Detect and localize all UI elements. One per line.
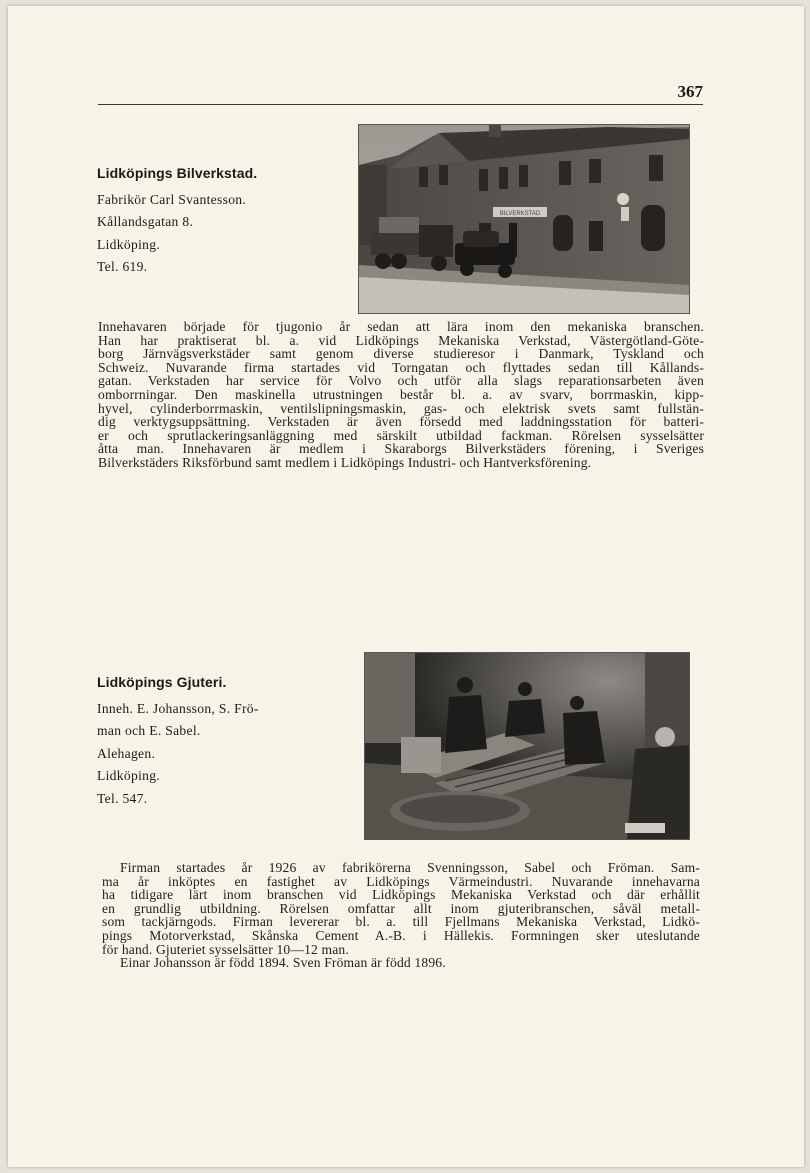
text-line: en grundlig utbildning. Rörelsen omfattar allt inom gjuteribranschen, såväl metall- (102, 900, 700, 916)
entry-owners-cont: man och E. Sabel. (97, 723, 201, 738)
photo-foundry-workers (364, 652, 690, 840)
entry-address: Alehagen. (97, 745, 156, 761)
entry-gjuteri-text (102, 861, 700, 970)
text-line: er och sprutlackeringsanläggning med särskilt utbildad fackman. Rörelsen sysselsätter (98, 427, 704, 443)
text-line: omborrningar. Den maskinella utrustningen består bl. a. av svarv, borrmaskin, kipp- (98, 386, 704, 402)
text-line: gatan. Verkstaden har service för Volvo och utför alla slags reparationsarbeten även (98, 373, 704, 389)
entry-phone: Tel. 547. (97, 790, 148, 806)
text-line: Schweiz. Nuvarande firma startades vid Torngatan och flyttades sedan till Kållands- (98, 359, 704, 375)
entry-address: Kållandsgatan 8. (97, 214, 194, 229)
photo-sign-text: BILVERKSTAD (499, 211, 541, 217)
text-line: Einar Johansson är född 1894. Sven Fröman är född 1896. (120, 955, 446, 971)
entry-city: Lidköping. (97, 768, 161, 783)
text-line: ha tidigare lärt inom branschen vid Lidköpings Mekaniska Verkstad och där erhållit (102, 887, 700, 903)
photo-workshop-building (358, 124, 690, 314)
entry-bilverkstad-text (98, 320, 704, 470)
text-line: dig verktygsuppsättning. Verkstaden är även försedd med laddningsstation för batteri- (98, 414, 704, 430)
text-line: borg Järnvägsverkstäder samt genom diverse studieresor i Danmark, Tyskland och (98, 346, 704, 362)
entry-phone: Tel. 619. (97, 259, 148, 274)
entry-city: Lidköping. (97, 236, 161, 252)
entry-gjuteri-header (97, 671, 259, 810)
entry-bilverkstad-header (97, 162, 257, 279)
entry-owner: Fabrikör Carl Svantesson. (97, 191, 247, 207)
text-line: åtta man. Innehavaren är medlem i Skaraborgs Bilverkstäders förening, i Sveriges (98, 441, 704, 457)
entry-owners: Inneh. E. Johansson, S. Frö- (97, 700, 259, 716)
text-line: Firman startades år 1926 av fabrikörerna Svenningsson, Sabel och Fröman. Sam- (120, 860, 700, 875)
text-line: för hand. Gjuteriet sysselsätter 10—12 man. (102, 941, 349, 957)
entry-title: Lidköpings Bilverkstad. (97, 165, 258, 181)
text-line: ma år inköptes en fastighet av Lidköpings Värmeindustri. Nuvarande innehavarna (102, 873, 700, 889)
text-line: Innehavaren började för tjugonio år sedan att lära inom den mekaniska branschen. (98, 319, 704, 334)
text-line: som tackjärngods. Firman levererar bl. a. till Fjellmans Mekaniska Verkstad, Lidkö- (102, 914, 700, 930)
text-line: Han har praktiserat bl. a. vid Lidköpings Mekaniska Verkstad, Västergötland-Göte- (98, 332, 704, 348)
text-line: hyvel, cylinderborrmaskin, ventilslipningsmaskin, gas- och elektrisk svets samt fullstän- (98, 400, 704, 416)
document-page (8, 6, 804, 1167)
page-number: 367 (677, 82, 703, 101)
entry-title: Lidköpings Gjuteri. (97, 674, 227, 690)
text-line: Bilverkstäders Riksförbund samt medlem i Lidköpings Industri- och Hantverksförening. (98, 454, 592, 470)
text-line: pings Motorverkstad, Skånska Cement A.-B. i Hällekis. Formningen sker uteslutande (102, 927, 700, 943)
header-rule (98, 104, 703, 105)
